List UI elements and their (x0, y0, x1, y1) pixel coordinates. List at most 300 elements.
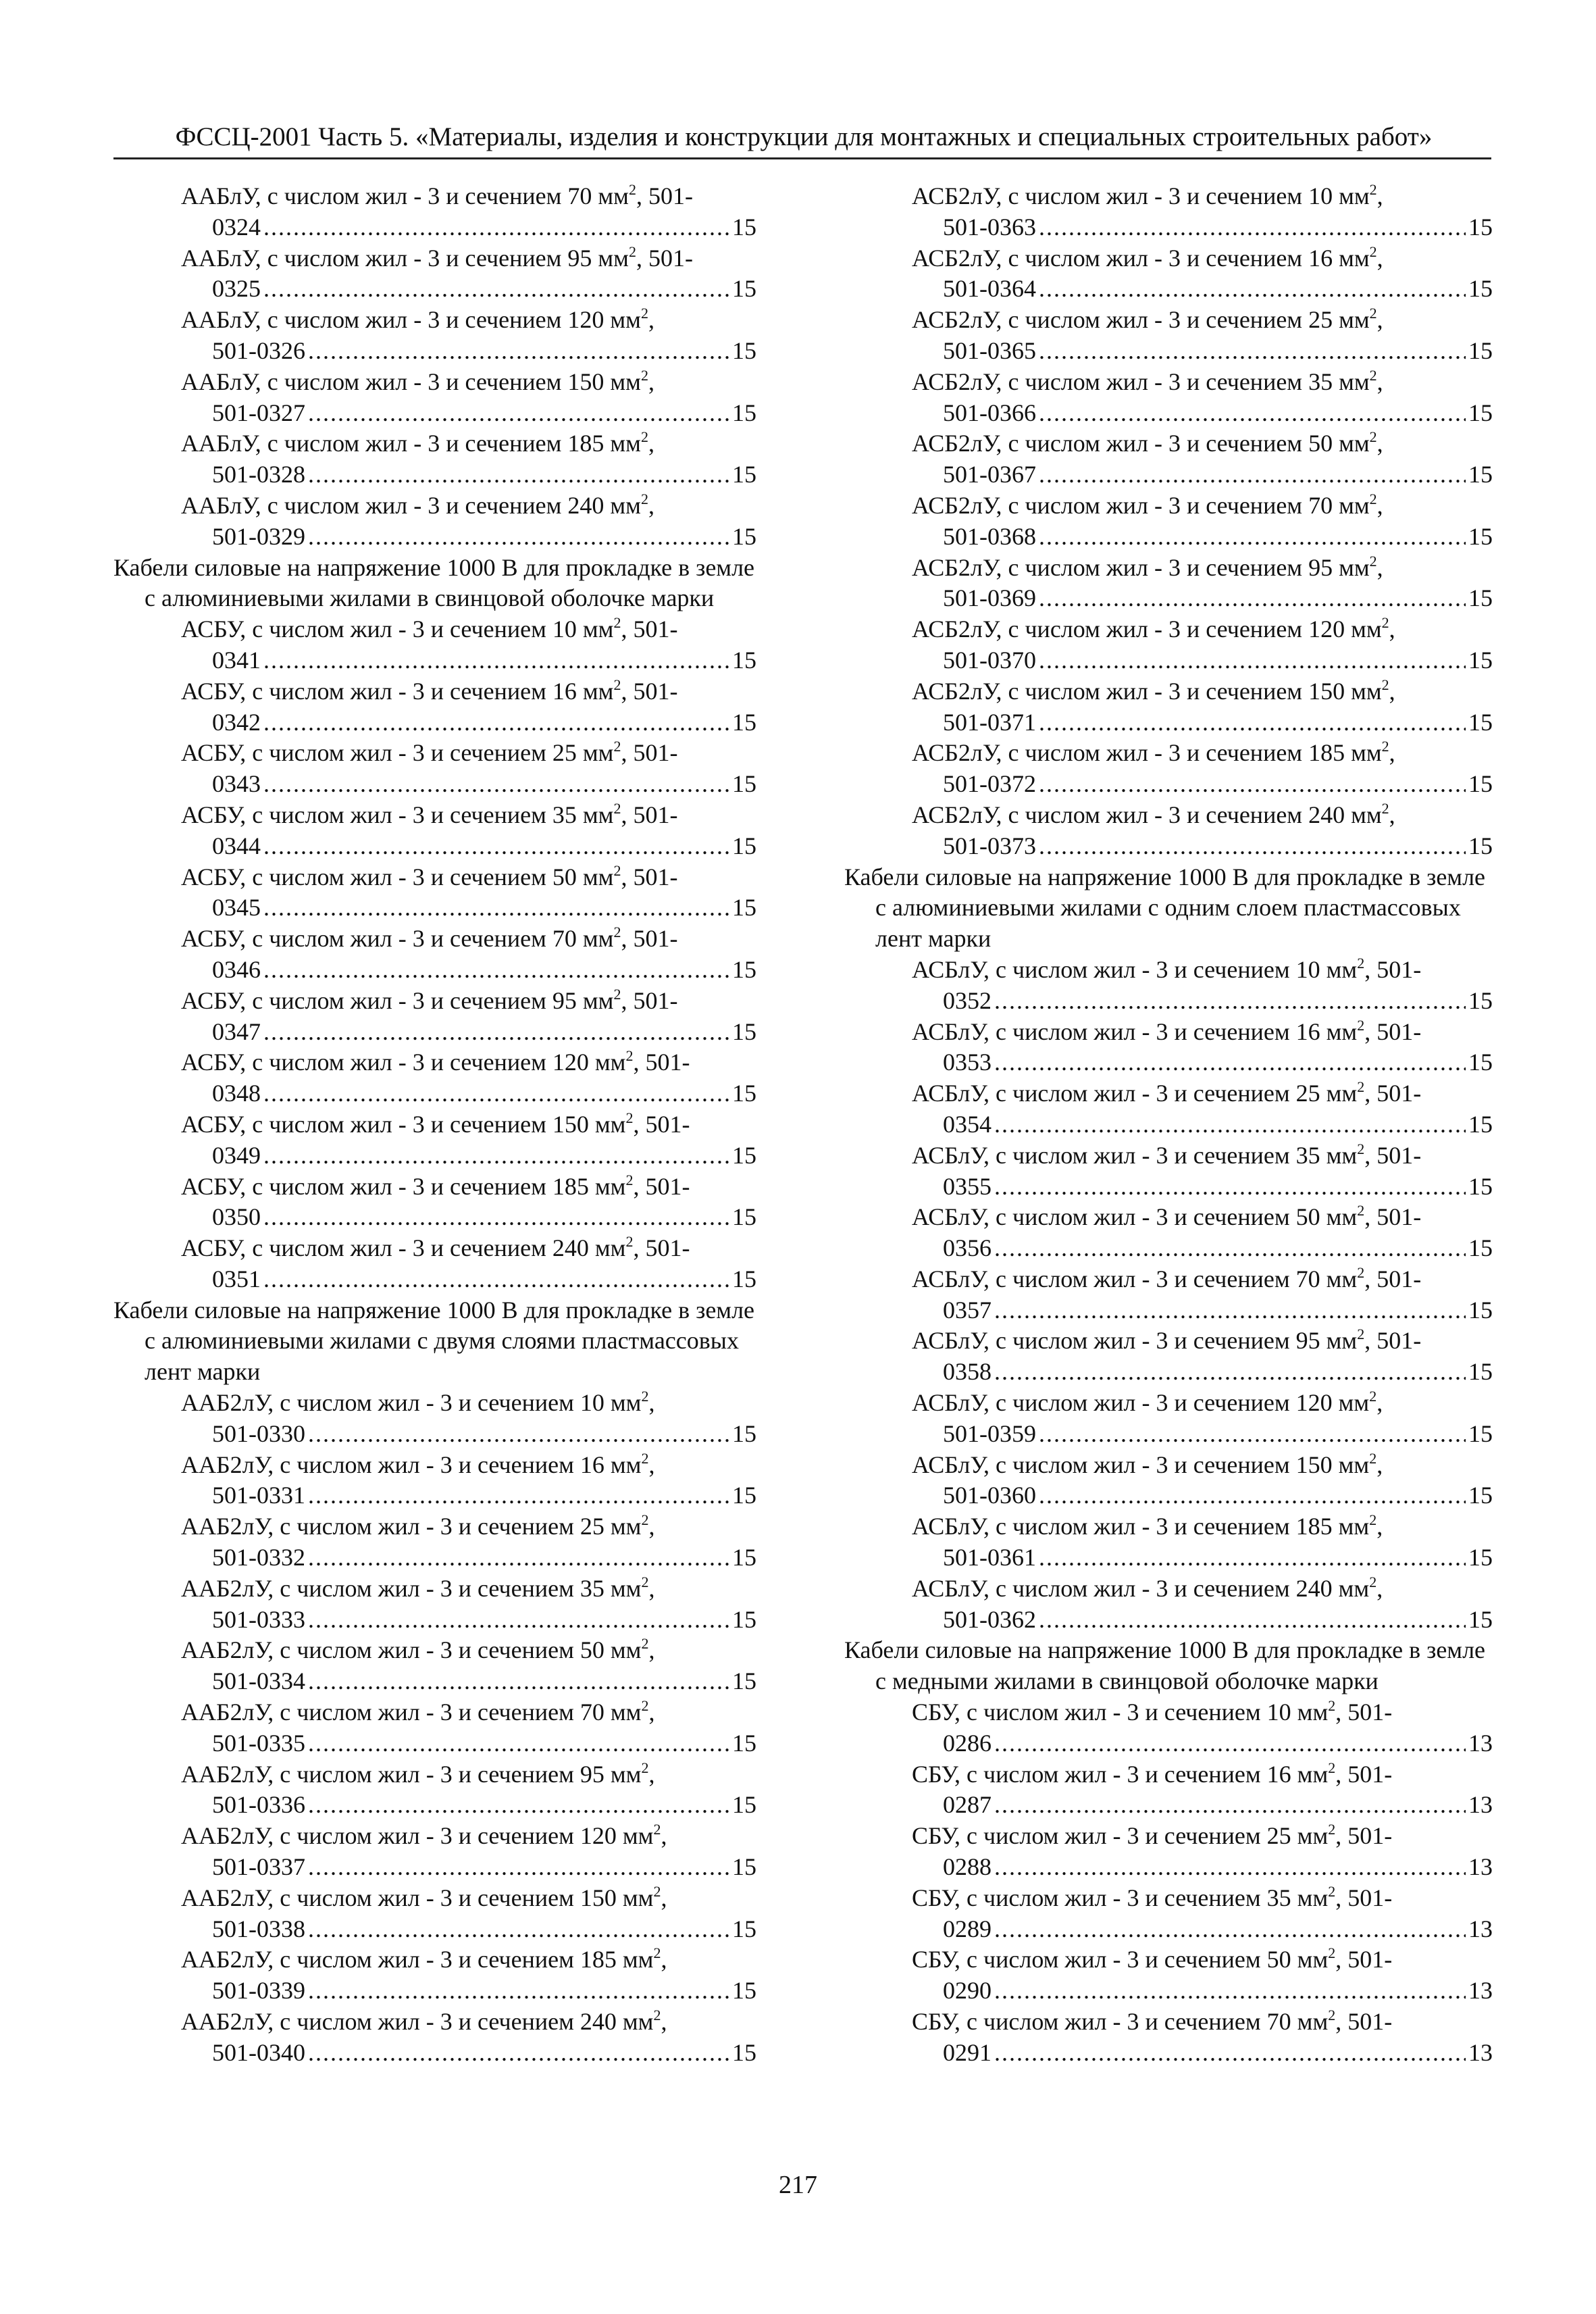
section-heading: Кабели силовые на напряжение 1000 В для прокладке в земле с алюминиевыми жилами с двумя слоями пластмассовых лент марки (113, 1296, 755, 1386)
entry-page: 15 (1468, 1482, 1493, 1509)
entry-text: АСБлУ, с числом жил - 3 и сечением 70 мм (912, 1265, 1358, 1292)
entry-code: 0353 (943, 1049, 992, 1076)
entry-reference-line (181, 1480, 756, 1511)
entry-superscript: 2 (640, 428, 648, 446)
entry-reference-line (181, 398, 756, 429)
entry-superscript: 2 (1328, 1882, 1336, 1900)
entry-page: 15 (1468, 1049, 1493, 1076)
entry-text: АСБ2лУ, с числом жил - 3 и сечением 150 мм (912, 677, 1382, 705)
entry-page: 15 (1468, 1419, 1493, 1447)
entry-reference-line (912, 831, 1493, 862)
entry-code: 501-0327 (212, 399, 305, 426)
entry-page: 15 (732, 770, 756, 798)
entry-text: АСБУ, с числом жил - 3 и сечением 50 мм (181, 863, 614, 890)
dot-leader (1039, 645, 1466, 676)
entry-reference-line (181, 1605, 756, 1636)
entry-page: 15 (1468, 399, 1493, 426)
entry-title (181, 243, 756, 274)
entry-superscript: 2 (613, 924, 621, 941)
entry-page: 15 (732, 1017, 756, 1045)
entry-tail: , 501- (621, 739, 678, 767)
index-entry (844, 614, 1493, 676)
entry-text: АСБлУ, с числом жил - 3 и сечением 25 мм (912, 1080, 1358, 1107)
entry-page: 15 (732, 955, 756, 983)
dot-leader (1039, 1605, 1466, 1636)
entry-tail: , 501- (636, 244, 693, 272)
dot-leader (308, 1605, 729, 1636)
index-entry (113, 1697, 756, 1759)
dot-leader (1039, 769, 1466, 800)
entry-text: АСБ2лУ, с числом жил - 3 и сечением 95 мм (912, 553, 1370, 581)
entry-page: 15 (1468, 1544, 1493, 1571)
entry-tail: , (648, 1574, 655, 1602)
entry-page: 15 (732, 1419, 756, 1447)
dot-leader (308, 2038, 729, 2069)
entry-page: 15 (732, 1265, 756, 1292)
entry-code: 0356 (943, 1234, 992, 1262)
index-entry (113, 862, 756, 924)
entry-text: АСБУ, с числом жил - 3 и сечением 240 мм (181, 1234, 626, 1262)
entry-code: 0347 (212, 1017, 261, 1045)
entry-superscript: 2 (1357, 954, 1365, 972)
entry-tail: , (648, 1636, 655, 1664)
entry-superscript: 2 (613, 614, 621, 632)
entry-code: 0345 (212, 894, 261, 922)
index-entry (844, 1883, 1493, 1945)
entry-title (181, 1574, 756, 1605)
entry-text: АСБУ, с числом жил - 3 и сечением 120 мм (181, 1049, 626, 1076)
entry-page: 15 (732, 1482, 756, 1509)
entry-title (181, 1511, 756, 1542)
dot-leader (1039, 831, 1466, 862)
entry-reference-line (912, 1852, 1493, 1883)
entry-text: ААБ2лУ, с числом жил - 3 и сечением 25 мм (181, 1513, 642, 1540)
entry-code: 0341 (212, 646, 261, 674)
entry-reference-line (181, 522, 756, 553)
entry-tail: , 501- (1364, 1080, 1422, 1107)
entry-code: 501-0372 (943, 770, 1036, 798)
entry-reference-line (181, 707, 756, 738)
entry-text: СБУ, с числом жил - 3 и сечением 70 мм (912, 2008, 1329, 2036)
entry-page: 15 (1468, 213, 1493, 241)
index-entry (113, 1172, 756, 1234)
section-heading: Кабели силовые на напряжение 1000 В для прокладке в земле с алюминиевыми жилами с одним слоем пластмассовых лент марки (844, 863, 1486, 953)
entry-tail: , (648, 306, 654, 334)
entry-tail: , (661, 1884, 667, 1911)
entry-title (912, 491, 1493, 522)
index-entry (844, 955, 1493, 1017)
index-entry (844, 181, 1493, 243)
entry-title (912, 428, 1493, 459)
index-entry (844, 1078, 1493, 1140)
entry-superscript: 2 (1369, 181, 1377, 198)
entry-code: 0350 (212, 1203, 261, 1231)
dot-leader (308, 1914, 729, 1945)
entry-text: АСБлУ, с числом жил - 3 и сечением 240 мм (912, 1574, 1370, 1602)
index-entry (844, 1264, 1493, 1326)
entry-tail: , 501- (1364, 1017, 1422, 1045)
entry-text: ААБ2лУ, с числом жил - 3 и сечением 50 мм (181, 1636, 642, 1664)
entry-title (912, 738, 1493, 769)
entry-superscript: 2 (1357, 1202, 1365, 1219)
index-entry (113, 305, 756, 367)
entry-tail: , 501- (1335, 1699, 1393, 1726)
entry-text: СБУ, с числом жил - 3 и сечением 25 мм (912, 1822, 1329, 1850)
left-column (113, 181, 756, 2069)
entry-page: 13 (1468, 1729, 1493, 1757)
index-entry (113, 367, 756, 429)
entry-code: 501-0333 (212, 1605, 305, 1633)
dot-leader (994, 1295, 1466, 1326)
entry-reference-line (912, 1914, 1493, 1945)
dot-leader (263, 769, 729, 800)
index-entry (113, 1574, 756, 1636)
entry-code: 0346 (212, 955, 261, 983)
entry-title (912, 1574, 1493, 1605)
entry-text: АСБ2лУ, с числом жил - 3 и сечением 50 мм (912, 430, 1370, 457)
entry-title (181, 2007, 756, 2038)
entry-text: АСБ2лУ, с числом жил - 3 и сечением 10 мм (912, 182, 1370, 209)
entry-page: 15 (732, 461, 756, 488)
entry-superscript: 2 (1381, 676, 1389, 693)
entry-reference-line (912, 398, 1493, 429)
entry-superscript: 2 (640, 366, 648, 384)
entry-superscript: 2 (1381, 738, 1389, 755)
entry-title (912, 2007, 1493, 2038)
entry-title (181, 800, 756, 831)
page-header: ФССЦ-2001 Часть 5. «Материалы, изделия и конструкции для монтажных и специальных строительных работ» (175, 122, 1433, 151)
dot-leader (308, 1728, 729, 1759)
entry-superscript: 2 (1328, 1697, 1336, 1715)
index-entry (844, 367, 1493, 429)
entry-title (181, 676, 756, 707)
entry-title (181, 862, 756, 893)
entry-text: ААБлУ, с числом жил - 3 и сечением 95 мм (181, 244, 629, 272)
entry-code: 0288 (943, 1853, 992, 1881)
entry-text: ААБ2лУ, с числом жил - 3 и сечением 70 мм (181, 1699, 642, 1726)
entry-title (912, 676, 1493, 707)
entry-page: 15 (732, 522, 756, 550)
dot-leader (994, 1852, 1466, 1883)
entry-page: 15 (1468, 1234, 1493, 1262)
entry-tail: , 501- (621, 677, 678, 705)
entry-tail: , (1376, 182, 1383, 209)
entry-page: 13 (1468, 1977, 1493, 2005)
entry-title (181, 491, 756, 522)
entry-text: АСБУ, с числом жил - 3 и сечением 35 мм (181, 801, 614, 828)
index-entry (113, 1109, 756, 1172)
entry-superscript: 2 (1369, 490, 1377, 507)
entry-superscript: 2 (640, 490, 648, 507)
entry-reference-line (912, 212, 1493, 243)
index-entry (113, 181, 756, 243)
index-entry (844, 1944, 1493, 2007)
index-entry (844, 2007, 1493, 2069)
entry-code: 501-0331 (212, 1482, 305, 1509)
entry-reference-line (181, 955, 756, 986)
entry-tail: , 501- (633, 1110, 690, 1138)
entry-code: 501-0338 (212, 1915, 305, 1942)
entry-superscript: 2 (1328, 1759, 1336, 1776)
entry-title (181, 1697, 756, 1728)
entry-text: СБУ, с числом жил - 3 и сечением 35 мм (912, 1884, 1329, 1911)
entry-page: 15 (732, 336, 756, 364)
entry-text: СБУ, с числом жил - 3 и сечением 10 мм (912, 1699, 1329, 1726)
entry-code: 501-0365 (943, 336, 1036, 364)
entry-tail: , 501- (1335, 1822, 1393, 1850)
index-entry (844, 1326, 1493, 1388)
entry-tail: , (648, 1513, 655, 1540)
entry-tail: , 501- (1364, 1265, 1422, 1292)
entry-title (912, 243, 1493, 274)
entry-text: АСБлУ, с числом жил - 3 и сечением 150 мм (912, 1451, 1370, 1478)
entry-title (912, 367, 1493, 398)
entry-text: СБУ, с числом жил - 3 и сечением 50 мм (912, 1946, 1329, 1973)
entry-superscript: 2 (1328, 1944, 1336, 1962)
entry-tail: , (1389, 615, 1395, 643)
entry-code: 0354 (943, 1110, 992, 1138)
entry-text: ААБ2лУ, с числом жил - 3 и сечением 150 мм (181, 1884, 654, 1911)
entry-page: 15 (732, 275, 756, 303)
entry-tail: , (1389, 739, 1395, 767)
index-entry (113, 1450, 756, 1512)
entry-text: ААБлУ, с числом жил - 3 и сечением 185 мм (181, 430, 641, 457)
entry-title (181, 924, 756, 955)
entry-tail: , (648, 1699, 655, 1726)
entry-tail: , 501- (636, 182, 693, 209)
dot-leader (1039, 274, 1466, 305)
entry-superscript: 2 (628, 181, 636, 198)
entry-reference-line (912, 522, 1493, 553)
dot-leader (1039, 212, 1466, 243)
entry-page: 15 (1468, 646, 1493, 674)
entry-superscript: 2 (1369, 1388, 1377, 1405)
entry-tail: , 501- (1364, 1203, 1422, 1231)
dot-leader (263, 707, 729, 738)
entry-tail: , (1376, 1389, 1383, 1417)
index-entry (844, 800, 1493, 862)
entry-superscript: 2 (1328, 2007, 1336, 2024)
right-column (844, 181, 1493, 2069)
dot-leader (263, 274, 729, 305)
index-entry (844, 1140, 1493, 1203)
index-entry (113, 1821, 756, 1883)
entry-superscript: 2 (1369, 1511, 1377, 1529)
entry-superscript: 2 (1357, 1078, 1365, 1096)
index-entry (844, 491, 1493, 553)
dot-leader (1039, 522, 1466, 553)
index-entry (113, 738, 756, 800)
entry-superscript: 2 (1369, 1449, 1377, 1467)
entry-code: 501-0337 (212, 1853, 305, 1881)
entry-code: 501-0339 (212, 1977, 305, 2005)
entry-title (912, 1759, 1493, 1790)
entry-superscript: 2 (1369, 366, 1377, 384)
entry-title (181, 738, 756, 769)
entry-superscript: 2 (1357, 1263, 1365, 1281)
entry-reference-line (912, 769, 1493, 800)
entry-tail: , 501- (1364, 955, 1422, 983)
entry-page: 15 (732, 2038, 756, 2066)
entry-title (912, 1883, 1493, 1914)
entry-code: 0343 (212, 770, 261, 798)
entry-tail: , (648, 1451, 655, 1478)
entry-code: 0344 (212, 832, 261, 859)
entry-title (912, 1511, 1493, 1542)
index-entry (113, 676, 756, 738)
entry-reference-line (181, 2038, 756, 2069)
entry-page: 15 (1468, 584, 1493, 612)
entry-page: 15 (1468, 1358, 1493, 1386)
entry-page: 13 (1468, 1791, 1493, 1819)
dot-leader (994, 1790, 1466, 1821)
entry-reference-line (181, 336, 756, 367)
index-entry (113, 491, 756, 553)
entry-page: 15 (732, 213, 756, 241)
entry-title (181, 1109, 756, 1140)
entry-code: 501-0330 (212, 1419, 305, 1447)
entry-code: 0357 (943, 1296, 992, 1324)
entry-page: 15 (732, 1729, 756, 1757)
entry-reference-line (912, 336, 1493, 367)
entry-tail: , (648, 1389, 655, 1417)
index-entry (113, 1635, 756, 1697)
entry-title (912, 305, 1493, 336)
entry-text: АСБлУ, с числом жил - 3 и сечением 35 мм (912, 1141, 1358, 1169)
entry-superscript: 2 (653, 1944, 661, 1962)
entry-code: 501-0359 (943, 1419, 1036, 1447)
entry-text: АСБлУ, с числом жил - 3 и сечением 185 мм (912, 1513, 1370, 1540)
entry-text: АСБ2лУ, с числом жил - 3 и сечением 120 мм (912, 615, 1382, 643)
entry-tail: , (1376, 368, 1383, 395)
entry-reference-line (912, 1109, 1493, 1140)
entry-tail: , 501- (1335, 1884, 1393, 1911)
index-entry (844, 1388, 1493, 1450)
entry-page: 15 (1468, 770, 1493, 798)
entry-code: 501-0336 (212, 1791, 305, 1819)
entry-page: 15 (1468, 1296, 1493, 1324)
dot-leader (308, 459, 729, 491)
entry-tail: , (1376, 553, 1383, 581)
entry-title (912, 553, 1493, 584)
entry-title (181, 1635, 756, 1666)
entry-tail: , (661, 1822, 667, 1850)
dot-leader (1039, 707, 1466, 738)
entry-text: АСБУ, с числом жил - 3 и сечением 185 мм (181, 1172, 626, 1200)
dot-leader (308, 336, 729, 367)
dot-leader (263, 212, 729, 243)
index-entry (844, 553, 1493, 615)
entry-tail: , (648, 491, 654, 519)
entry-title (912, 181, 1493, 212)
entry-page: 15 (1468, 986, 1493, 1014)
entry-code: 0291 (943, 2038, 992, 2066)
entry-superscript: 2 (1357, 1326, 1365, 1343)
entry-tail: , (1376, 1574, 1383, 1602)
entry-tail: , 501- (621, 615, 678, 643)
entry-superscript: 2 (641, 1449, 649, 1467)
entry-code: 501-0367 (943, 461, 1036, 488)
entry-tail: , (648, 1760, 655, 1788)
entry-title (912, 1697, 1493, 1728)
entry-title (181, 1233, 756, 1264)
dot-leader (1039, 336, 1466, 367)
dot-leader (994, 1976, 1466, 2007)
entry-reference-line (181, 1976, 756, 2007)
entry-code: 0325 (212, 275, 261, 303)
entry-superscript: 2 (641, 1388, 649, 1405)
entry-reference-line (181, 645, 756, 676)
dot-leader (308, 1542, 729, 1574)
dot-leader (994, 1047, 1466, 1078)
entry-title (912, 1202, 1493, 1233)
index-entry (113, 800, 756, 862)
entry-page: 15 (732, 1915, 756, 1942)
entry-page: 15 (732, 399, 756, 426)
dot-leader (263, 892, 729, 924)
entry-title (912, 800, 1493, 831)
entry-text: АСБУ, с числом жил - 3 и сечением 10 мм (181, 615, 614, 643)
entry-superscript: 2 (641, 1511, 649, 1529)
entry-title (912, 1450, 1493, 1481)
entry-code: 501-0373 (943, 832, 1036, 859)
entry-reference-line (181, 831, 756, 862)
entry-superscript: 2 (1381, 614, 1389, 632)
entry-reference-line (912, 986, 1493, 1017)
entry-page: 15 (732, 646, 756, 674)
entry-text: АСБлУ, с числом жил - 3 и сечением 16 мм (912, 1017, 1358, 1045)
entry-tail: , (1389, 801, 1395, 828)
entry-title (181, 614, 756, 645)
entry-tail: , (1376, 1451, 1383, 1478)
index-entry (113, 1759, 756, 1821)
entry-page: 15 (732, 708, 756, 736)
index-entry (844, 738, 1493, 800)
entry-superscript: 2 (1381, 799, 1389, 817)
entry-title (181, 986, 756, 1017)
index-entry (844, 1017, 1493, 1079)
entry-page: 15 (732, 1853, 756, 1881)
entry-superscript: 2 (613, 985, 621, 1003)
dot-leader (994, 2038, 1466, 2069)
entry-text: СБУ, с числом жил - 3 и сечением 16 мм (912, 1760, 1329, 1788)
entry-superscript: 2 (1369, 552, 1377, 570)
entry-text: ААБлУ, с числом жил - 3 и сечением 120 мм (181, 306, 641, 334)
dot-leader (263, 831, 729, 862)
entry-page: 15 (1468, 461, 1493, 488)
entry-reference-line (181, 1914, 756, 1945)
entry-code: 0349 (212, 1141, 261, 1169)
entry-superscript: 2 (641, 1635, 649, 1653)
entry-tail: , 501- (1335, 2008, 1393, 2036)
entry-code: 501-0334 (212, 1667, 305, 1695)
entry-page: 15 (1468, 832, 1493, 859)
dot-leader (994, 1728, 1466, 1759)
entry-tail: , 501- (621, 801, 678, 828)
entry-reference-line (912, 1976, 1493, 2007)
entry-reference-line (912, 583, 1493, 614)
dot-leader (263, 1264, 729, 1295)
entry-title (912, 1017, 1493, 1048)
entry-reference-line (181, 1078, 756, 1109)
entry-title (912, 1326, 1493, 1357)
entry-superscript: 2 (625, 1233, 634, 1251)
dot-leader (1039, 1419, 1466, 1450)
section-heading: Кабели силовые на напряжение 1000 В для прокладке в земле с медными жилами в свинцовой оболочке марки (844, 1636, 1486, 1695)
dot-leader (994, 1357, 1466, 1388)
entry-text: АСБ2лУ, с числом жил - 3 и сечением 70 мм (912, 491, 1370, 519)
entry-reference-line (181, 1790, 756, 1821)
